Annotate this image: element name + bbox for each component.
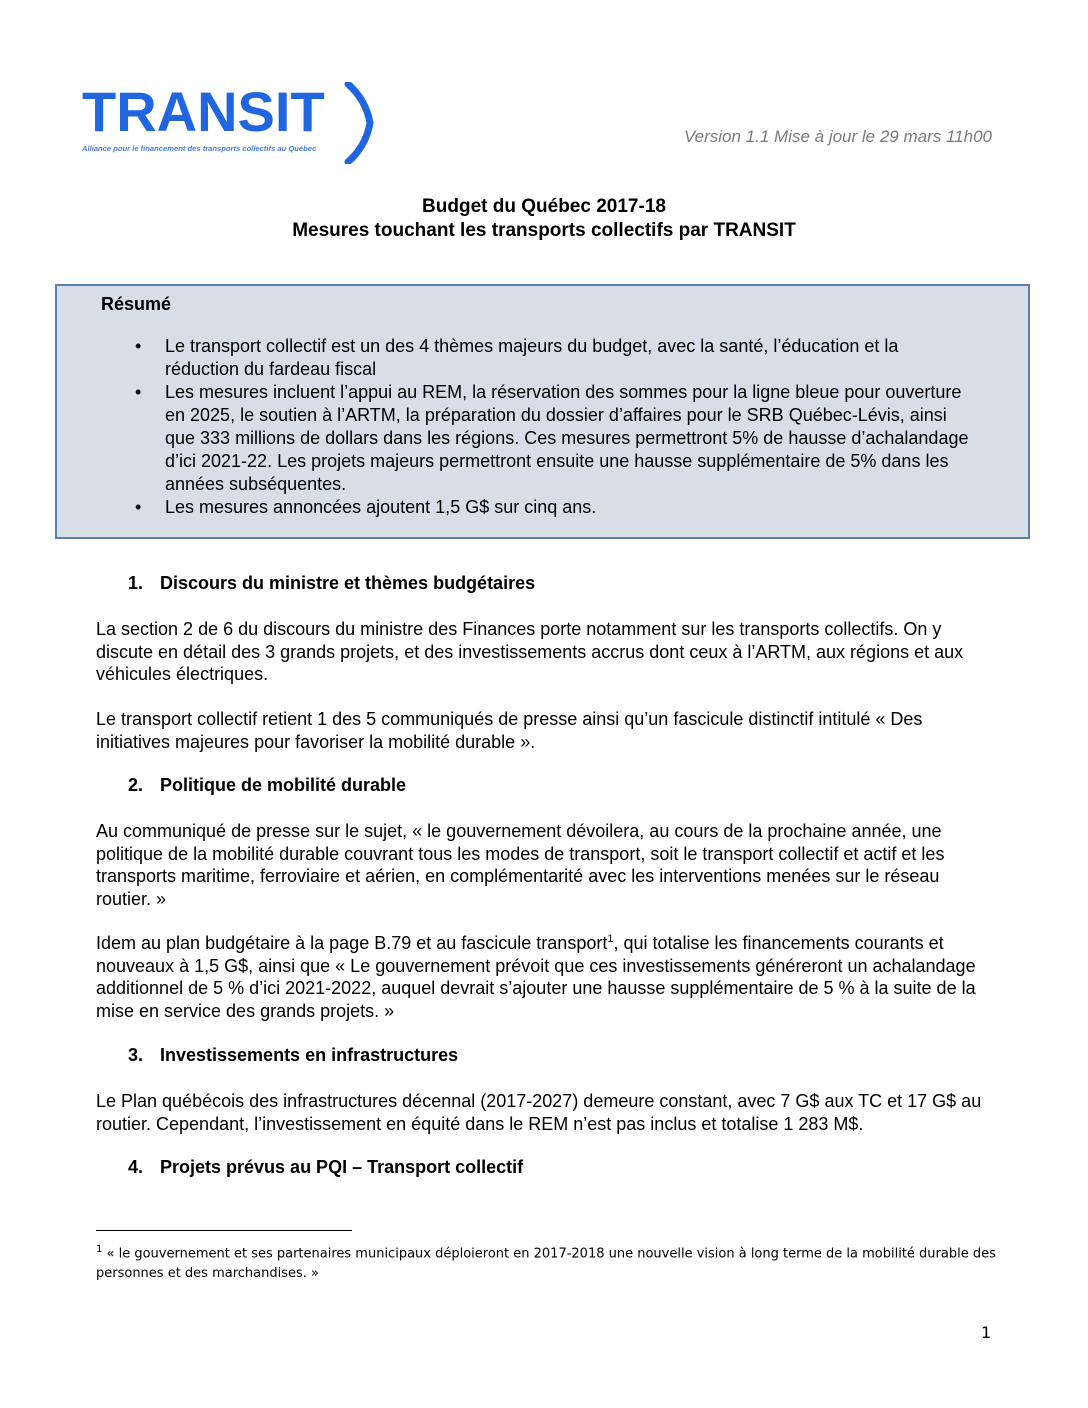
paragraph: Le transport collectif retient 1 des 5 communiqués de presse ainsi qu’un fascicule distinctif intitulé « Des initiatives majeures pour favoriser la mobilité durable ». [96,709,923,752]
section-title: Investissements en infrastructures [160,1045,459,1065]
section-title: Projets prévus au PQI – Transport collectif [160,1157,524,1177]
summary-bullet-text: Les mesures annoncées ajoutent 1,5 G$ sur cinq ans. [165,497,597,517]
document-subtitle: Mesures touchant les transports collectifs par TRANSIT [292,220,796,241]
paragraph: La section 2 de 6 du discours du ministre des Finances porte notamment sur les transports collectifs. On y discute en détail des 3 grands projets, et des investissements accrus dont ceux à l’ARTM, aux régions et aux véhicules électriques. [96,619,964,684]
paragraph-text: , qui totalise les financements courants et nouveaux à 1,5 G$, ainsi que « Le gouvernement prévoit que ces investissements généreront un achalandage additionnel de 5 % d’ici 2021-2022, auquel devrait s’ajouter une hausse supplémentaire de 5 % à la suite de la mise en service des grands projets. » [96,933,976,1021]
bullet-icon: • [135,382,142,402]
section-heading [128,775,406,796]
footnote-reference[interactable]: 1 [607,933,614,945]
section-number: 2. [128,775,144,795]
summary-box [55,284,1030,539]
bullet-icon: • [135,336,142,356]
transit-logo [82,82,382,167]
paragraph-text: Idem au plan budgétaire à la page B.79 et au fascicule transport [96,933,608,953]
footnote-divider [96,1230,352,1231]
list-item [57,335,975,381]
summary-heading: Résumé [101,294,172,314]
summary-list [57,335,975,519]
logo-tagline: Alliance pour le financement des transports collectifs au Québec [82,144,317,153]
footnote-text: « le gouvernement et ses partenaires municipaux déploieront en 2017-2018 une nouvelle vision à long terme de la mobilité durable des personnes et des marchandises. » [96,1246,996,1282]
section-number: 1. [128,573,144,593]
logo-wordmark: TRANSIT [82,80,325,143]
chevron-right-icon [344,82,374,164]
section-title: Politique de mobilité durable [160,775,407,795]
version-note: Version 1.1 Mise à jour le 29 mars 11h00 [683,127,992,146]
section-number: 4. [128,1157,144,1177]
paragraph: Le Plan québécois des infrastructures décennal (2017-2027) demeure constant, avec 7 G$ aux TC et 17 G$ au routier. Cependant, l’investissement en équité dans le REM n’est pas inclus et totalise 1 283 M$. [96,1091,982,1134]
summary-bullet-text: Les mesures incluent l’appui au REM, la réservation des sommes pour la ligne bleue pour ouverture en 2025, le soutien à l’ARTM, la préparation du dossier d’affaires pour le SRB Québec-Lévis, ainsi que 333 millions de dollars dans les régions. Ces mesures permettront 5% de hausse d’achalandage d’ici 2021-22. Les projets majeurs permettront ensuite une hausse supplémentaire de 5% dans les années subséquentes. [165,382,969,494]
paragraph: Au communiqué de presse sur le sujet, « le gouvernement dévoilera, au cours de la prochaine année, une politique de la mobilité durable couvrant tous les modes de transport, soit le transport collectif et actif et les transports maritime, ferroviaire et aérien, en complémentarité avec les interventions menées sur le réseau routier. » [96,821,945,909]
bullet-icon: • [135,497,142,517]
page-number: 1 [981,1323,992,1342]
list-item [57,381,975,496]
section-title: Discours du ministre et thèmes budgétaires [160,573,536,593]
section-heading [128,1045,458,1066]
section-heading [128,573,535,594]
document-title: Budget du Québec 2017-18 [422,196,666,217]
section-number: 3. [128,1045,144,1065]
list-item [57,496,975,519]
footnote-marker: 1 [96,1244,103,1255]
summary-bullet-text: Le transport collectif est un des 4 thèmes majeurs du budget, avec la santé, l’éducation et la réduction du fardeau fiscal [165,336,899,379]
footnote [96,1240,996,1284]
paragraph [96,932,996,1022]
section-heading [128,1157,523,1178]
